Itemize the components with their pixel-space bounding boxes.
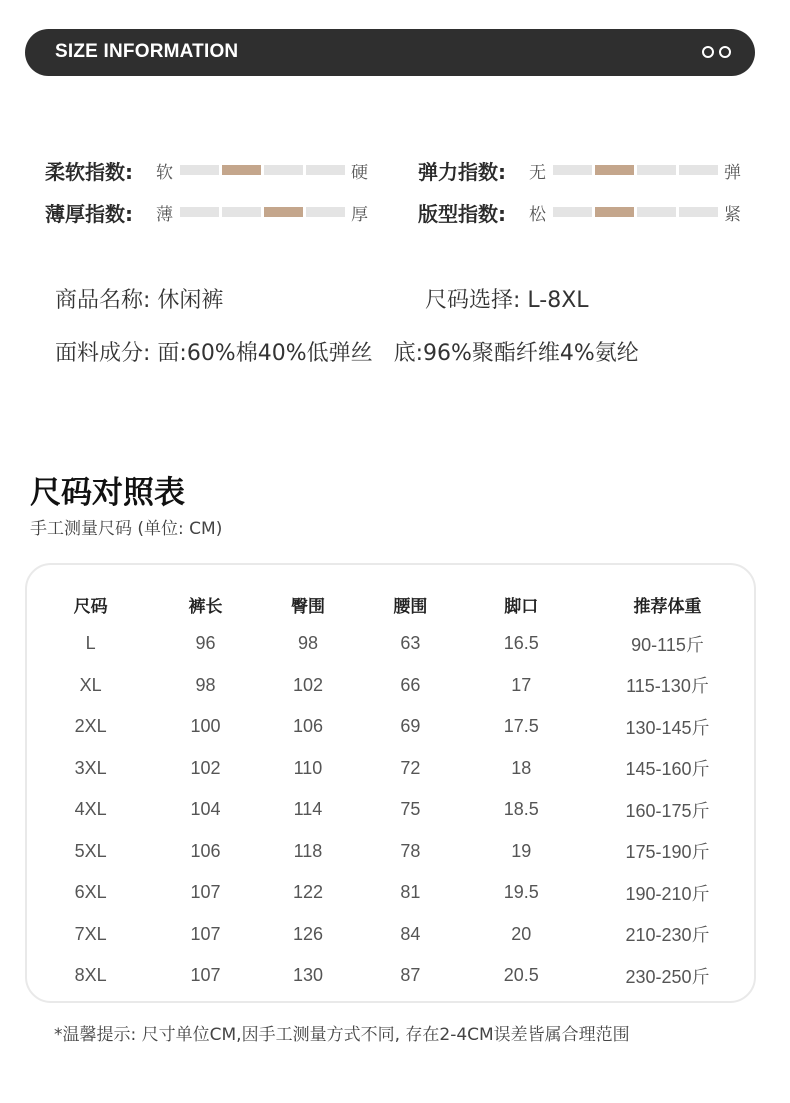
header-leg-opening: 脚口 bbox=[504, 596, 539, 617]
cell-hip: 118 bbox=[293, 840, 323, 861]
scale-segment bbox=[180, 207, 219, 217]
fabric-composition: 面料成分: 面:60%棉40%低弹丝 底:96%聚酯纤维4%氨纶 bbox=[55, 341, 639, 366]
scale-segment-active bbox=[222, 165, 261, 175]
cell-size: 6XL bbox=[74, 882, 107, 903]
cell-size: L bbox=[85, 633, 96, 654]
cell-pants-length: 104 bbox=[190, 799, 221, 820]
index-label: 薄厚指数: bbox=[45, 201, 133, 226]
ring-dot-icon bbox=[719, 46, 731, 58]
size-chart-subtitle: 手工测量尺码 (单位: CM) bbox=[30, 519, 223, 539]
scale-segment bbox=[553, 207, 592, 217]
cell-leg-opening: 18.5 bbox=[503, 799, 539, 820]
fit-index bbox=[418, 198, 748, 226]
scale-segment bbox=[306, 165, 345, 175]
index-label: 弹力指数: bbox=[418, 159, 506, 184]
scale-segment bbox=[637, 207, 676, 217]
thickness-index bbox=[45, 198, 375, 226]
cell-waist: 72 bbox=[400, 757, 421, 778]
cell-weight: 210-230斤 bbox=[625, 925, 710, 946]
index-high-label: 硬 bbox=[351, 162, 368, 183]
cell-weight: 230-250斤 bbox=[625, 966, 710, 987]
cell-hip: 98 bbox=[297, 633, 318, 654]
index-low-label: 松 bbox=[529, 204, 546, 225]
footnote: *温馨提示: 尺寸单位CM,因手工测量方式不同, 存在2-4CM误差皆属合理范围 bbox=[54, 1025, 630, 1045]
cell-size: 3XL bbox=[74, 757, 107, 778]
cell-pants-length: 102 bbox=[190, 757, 221, 778]
size-chart-title: 尺码对照表 bbox=[30, 475, 185, 511]
size-chart-table bbox=[27, 585, 754, 997]
cell-hip: 114 bbox=[293, 799, 323, 820]
ring-dot-icon bbox=[702, 46, 714, 58]
table-row bbox=[27, 665, 754, 707]
cell-pants-length: 107 bbox=[190, 923, 221, 944]
cell-leg-opening: 20.5 bbox=[503, 965, 539, 986]
index-scale bbox=[180, 165, 345, 175]
cell-waist: 75 bbox=[400, 799, 421, 820]
table-row bbox=[27, 914, 754, 956]
index-scale bbox=[553, 207, 718, 217]
cell-leg-opening: 17 bbox=[511, 674, 532, 695]
cell-size: 7XL bbox=[74, 923, 107, 944]
cell-waist: 81 bbox=[400, 882, 421, 903]
cell-size: 5XL bbox=[74, 840, 107, 861]
cell-pants-length: 107 bbox=[190, 965, 221, 986]
cell-weight: 90-115斤 bbox=[631, 634, 704, 655]
cell-leg-opening: 19 bbox=[511, 840, 532, 861]
cell-size: 8XL bbox=[74, 965, 107, 986]
scale-segment bbox=[553, 165, 592, 175]
cell-size: 2XL bbox=[74, 716, 107, 737]
index-label: 版型指数: bbox=[418, 201, 506, 226]
scale-segment bbox=[180, 165, 219, 175]
softness-index bbox=[45, 156, 375, 184]
cell-size: XL bbox=[79, 674, 102, 695]
banner-title: SIZE INFORMATION bbox=[55, 41, 239, 62]
cell-waist: 87 bbox=[400, 965, 421, 986]
cell-waist: 63 bbox=[400, 633, 421, 654]
cell-hip: 110 bbox=[293, 757, 323, 778]
size-info-banner bbox=[25, 29, 755, 76]
header-size: 尺码 bbox=[73, 596, 108, 617]
index-high-label: 厚 bbox=[351, 204, 368, 225]
cell-pants-length: 107 bbox=[190, 882, 221, 903]
cell-hip: 106 bbox=[292, 716, 323, 737]
cell-weight: 175-190斤 bbox=[625, 842, 710, 863]
size-chart-card bbox=[25, 563, 756, 1003]
scale-segment bbox=[679, 207, 718, 217]
cell-hip: 122 bbox=[292, 882, 323, 903]
index-low-label: 薄 bbox=[156, 204, 173, 225]
scale-segment-active bbox=[264, 207, 303, 217]
banner-dots bbox=[702, 46, 731, 58]
table-row bbox=[27, 831, 754, 873]
table-row bbox=[27, 872, 754, 914]
index-low-label: 无 bbox=[529, 162, 546, 183]
header-pants-length: 裤长 bbox=[188, 596, 223, 617]
index-low-label: 软 bbox=[156, 162, 173, 183]
cell-hip: 102 bbox=[292, 674, 323, 695]
table-header-row bbox=[27, 585, 754, 623]
cell-leg-opening: 16.5 bbox=[503, 633, 539, 654]
cell-leg-opening: 20 bbox=[511, 923, 532, 944]
table-row bbox=[27, 955, 754, 997]
index-high-label: 弹 bbox=[724, 162, 741, 183]
cell-weight: 115-130斤 bbox=[626, 676, 709, 697]
cell-waist: 84 bbox=[400, 923, 421, 944]
index-high-label: 紧 bbox=[724, 204, 741, 225]
table-row bbox=[27, 748, 754, 790]
cell-leg-opening: 17.5 bbox=[503, 716, 539, 737]
cell-pants-length: 98 bbox=[195, 674, 216, 695]
header-hip: 臀围 bbox=[290, 596, 325, 617]
scale-segment bbox=[306, 207, 345, 217]
scale-segment bbox=[264, 165, 303, 175]
elasticity-index bbox=[418, 156, 748, 184]
size-range: 尺码选择: L-8XL bbox=[425, 288, 589, 313]
cell-pants-length: 106 bbox=[190, 840, 221, 861]
cell-size: 4XL bbox=[74, 799, 107, 820]
cell-weight: 190-210斤 bbox=[625, 883, 710, 904]
cell-leg-opening: 18 bbox=[511, 757, 532, 778]
product-name: 商品名称: 休闲裤 bbox=[55, 288, 224, 313]
scale-segment bbox=[637, 165, 676, 175]
table-row bbox=[27, 706, 754, 748]
index-scale bbox=[180, 207, 345, 217]
cell-waist: 78 bbox=[400, 840, 421, 861]
scale-segment-active bbox=[595, 207, 634, 217]
scale-segment-active bbox=[595, 165, 634, 175]
cell-leg-opening: 19.5 bbox=[503, 882, 539, 903]
cell-waist: 66 bbox=[400, 674, 421, 695]
cell-hip: 130 bbox=[292, 965, 323, 986]
header-waist: 腰围 bbox=[393, 596, 428, 617]
cell-hip: 126 bbox=[292, 923, 323, 944]
cell-pants-length: 96 bbox=[195, 633, 216, 654]
index-label: 柔软指数: bbox=[45, 159, 133, 184]
header-recommended-weight: 推荐体重 bbox=[633, 596, 702, 617]
table-row bbox=[27, 623, 754, 665]
cell-pants-length: 100 bbox=[190, 716, 221, 737]
cell-weight: 145-160斤 bbox=[625, 759, 710, 780]
scale-segment bbox=[222, 207, 261, 217]
index-scale bbox=[553, 165, 718, 175]
scale-segment bbox=[679, 165, 718, 175]
cell-weight: 160-175斤 bbox=[625, 800, 710, 821]
cell-waist: 69 bbox=[400, 716, 421, 737]
cell-weight: 130-145斤 bbox=[625, 717, 710, 738]
table-row bbox=[27, 789, 754, 831]
